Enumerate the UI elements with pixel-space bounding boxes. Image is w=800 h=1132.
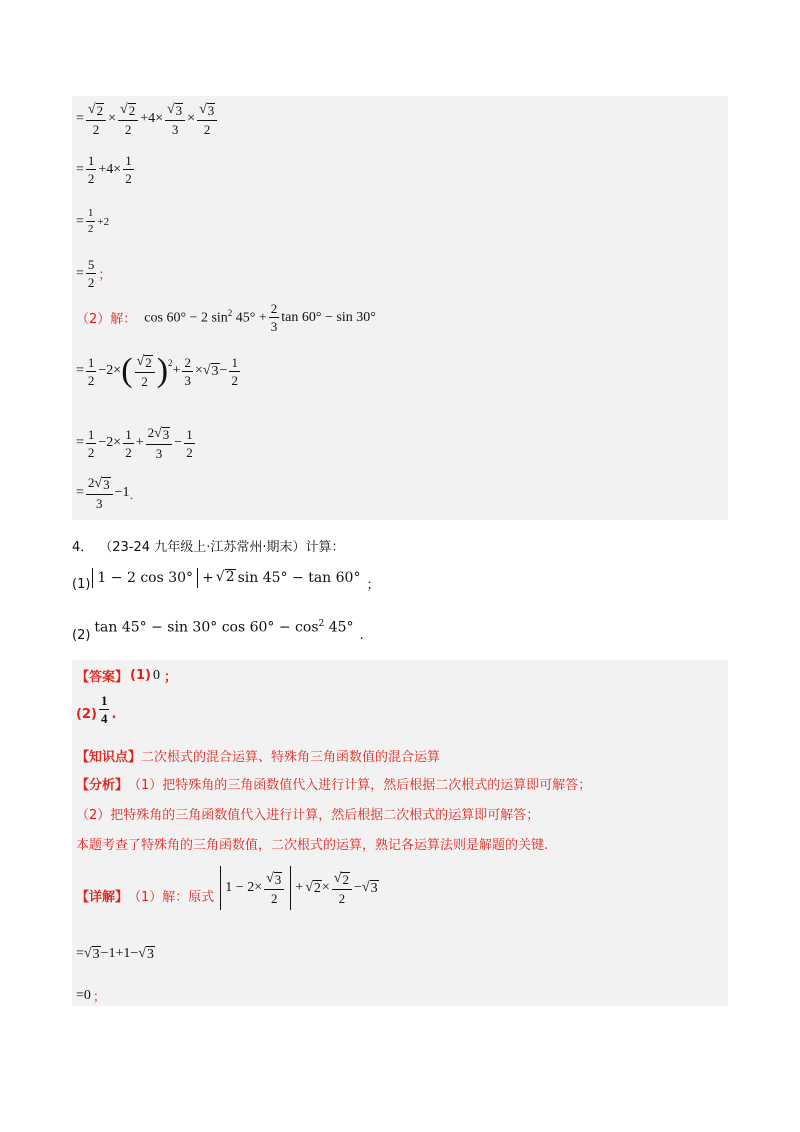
answer-line-2: (2) $\frac{1}{4}$ . [76, 693, 117, 726]
knowledge-label: 【知识点】 [76, 750, 142, 765]
part2-label: （2）解： [76, 312, 137, 327]
problem-4-item-2: (2) tan 45° − sin 30° $\cos 60^\circ - \cos^2 45^\circ$ . [72, 619, 364, 643]
detail-line-3: =0 ； [76, 987, 106, 1005]
analysis-line-2: （2） 把特殊角的三角函数值代入进行计算，然后根据二次根式的运算即可解答； [76, 808, 540, 823]
math-step-1: = √ 2 2 × √ 2 2 +4× √ 3 3 × √ 3 2 [76, 102, 219, 136]
detail-line-1: 【详解】 （1）解：原式 1 − 2× √ 3 2 + √ 2 × √ 2 2 − √ 3 [76, 866, 379, 910]
math-step-3: = $\frac{1}{2}$ +2 [76, 207, 110, 235]
solution-panel-bottom [72, 660, 728, 1006]
math-step-6: = $\frac{1}{2}$ −2× $\frac{1}{2}$ + 2 √ 3 3 − $\frac{1}{2}$ [76, 425, 193, 462]
math-step-7: = 2 √ 3 3 −1 ． [76, 475, 143, 512]
math-step-5: = $\frac{1}{2}$ −2× ( √ 2 2 ) $^2$ + $\frac{2}{3}$ × √ 3 − $\frac{1}{2}$ [76, 352, 238, 390]
analysis-label: 【分析】 [76, 778, 129, 793]
part2-expression: （2）解： cos 60° − 2 $\sin^2 45^\circ$ + $\frac{2}{3}$ tan 60° − sin 30° [76, 301, 376, 334]
math-step-4: = $\frac{5}{2}$ ； [76, 257, 112, 290]
detail-line-2: = √ 3 −1+1− √ 3 [76, 946, 154, 962]
analysis-line-1: 【分析】 （1） 把特殊角的三角函数值代入进行计算，然后根据二次根式的运算即可解答； [76, 774, 591, 793]
problem-4-title: 4． （23-24 九年级上·江苏常州·期末）计算： [72, 540, 345, 555]
knowledge-line: 【知识点】 二次根式的混合运算、特殊角三角函数值的混合运算 [76, 746, 440, 765]
answer-label: 【答案】 [76, 670, 129, 685]
math-step-2: = $\frac{1}{2}$ +4× $\frac{1}{2}$ [76, 153, 132, 186]
problem-4-item-1: (1) 1 − 2 cos 30° + √ 2 sin 45° − tan 60° ； [72, 569, 380, 593]
solution-panel-top [72, 96, 728, 520]
detail-label: 【详解】 [76, 889, 129, 905]
answer-line-1: 【答案】 (1) 0 ； [76, 667, 177, 685]
analysis-line-3: 本题考查了特殊角的三角函数值，二次根式的运算，熟记各运算法则是解题的关键. [76, 838, 549, 853]
